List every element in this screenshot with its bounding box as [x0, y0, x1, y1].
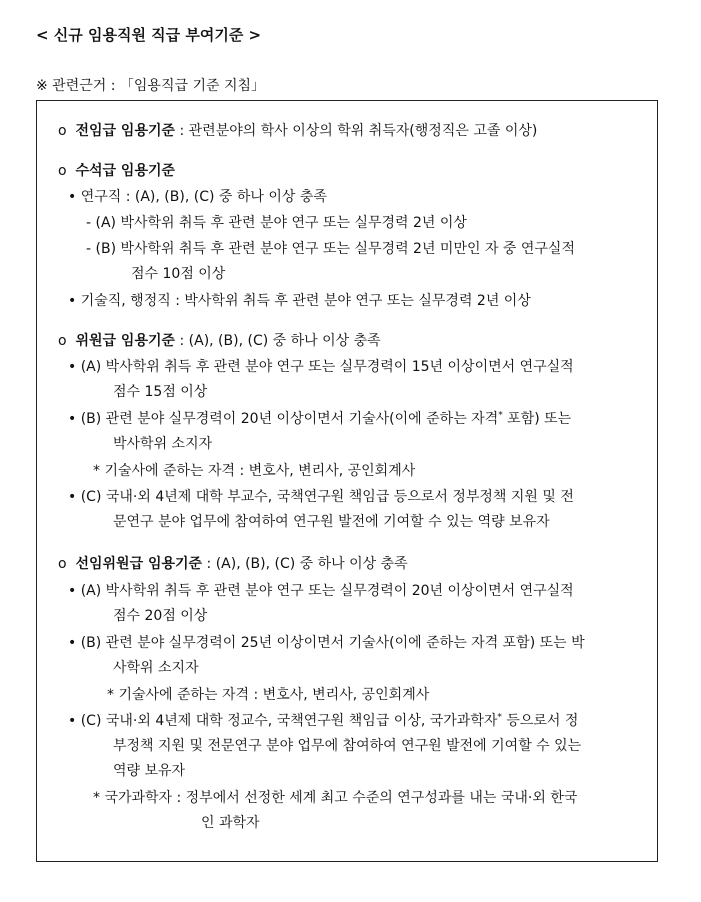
criteria-line: • (A) 박사학위 취득 후 관련 분야 연구 또는 실무경력이 20년 이상이면서 연구실적	[68, 583, 574, 599]
section-wiwon	[58, 331, 381, 351]
criteria-line: • (B) 관련 분야 실무경력이 25년 이상이면서 기술사(이에 준하는 자격 포함) 또는 박	[68, 635, 585, 651]
section-bullet: o	[58, 556, 67, 572]
criteria-text: 등으로서 정	[501, 713, 579, 729]
footnote: 인 과학자	[201, 815, 260, 831]
footnote: * 국가과학자 : 정부에서 선정한 세계 최고 수준의 연구성과를 내는 국내·외 한국	[93, 790, 578, 806]
section-suseok	[58, 161, 175, 181]
criteria-line: - (A) 박사학위 취득 후 관련 분야 연구 또는 실무경력 2년 이상	[86, 215, 467, 231]
footnote-mark: *	[498, 410, 503, 421]
section-text: : (A), (B), (C) 중 하나 이상 충족	[202, 556, 408, 572]
criteria-line: 사학위 소지자	[113, 660, 199, 676]
criteria-line: • 연구직 : (A), (B), (C) 중 하나 이상 충족	[68, 189, 327, 205]
footnote-mark: *	[497, 712, 502, 723]
section-bullet: o	[58, 163, 67, 179]
criteria-text: • (B) 관련 분야 실무경력이 20년 이상이면서 기술사(이에 준하는 자격	[68, 411, 499, 427]
section-heading: 선임위원급 임용기준	[75, 556, 203, 572]
section-seonim	[58, 554, 408, 574]
footnote: * 기술사에 준하는 자격 : 변호사, 변리사, 공인회계사	[93, 463, 416, 479]
criteria-line: 점수 20점 이상	[113, 608, 208, 624]
section-bullet: o	[58, 333, 67, 349]
criteria-line: 부정책 지원 및 전문연구 분야 업무에 참여하여 연구원 발전에 기여할 수 있는	[113, 738, 582, 754]
criteria-text: 포함) 또는	[502, 411, 572, 427]
criteria-line: • 기술직, 행정직 : 박사학위 취득 후 관련 분야 연구 또는 실무경력 2년 이상	[68, 293, 531, 309]
criteria-line: 점수 15점 이상	[113, 384, 208, 400]
criteria-line	[68, 409, 571, 429]
legal-basis-note: ※ 관련근거 : 「임용직급 기준 지침」	[36, 78, 265, 94]
section-heading: 위원급 임용기준	[75, 333, 176, 349]
criteria-line: • (C) 국내·외 4년제 대학 부교수, 국책연구원 책임급 등으로서 정부정책 지원 및 전	[68, 489, 574, 505]
footnote: * 기술사에 준하는 자격 : 변호사, 변리사, 공인회계사	[107, 687, 430, 703]
criteria-text: • (C) 국내·외 4년제 대학 정교수, 국책연구원 책임급 이상, 국가과학자	[68, 713, 498, 729]
section-heading: 전임급 임용기준	[75, 123, 176, 139]
criteria-line: - (B) 박사학위 취득 후 관련 분야 연구 또는 실무경력 2년 미만인 자 중 연구실적	[86, 241, 575, 257]
section-bullet: o	[58, 123, 67, 139]
section-junim	[58, 121, 537, 141]
section-text: : (A), (B), (C) 중 하나 이상 충족	[175, 333, 381, 349]
section-heading: 수석급 임용기준	[75, 163, 176, 179]
criteria-line: 박사학위 소지자	[113, 436, 213, 452]
criteria-line: 점수 10점 이상	[131, 266, 226, 282]
page-title: < 신규 임용직원 직급 부여기준 >	[36, 26, 262, 44]
section-text: : 관련분야의 학사 이상의 학위 취득자(행정직은 고졸 이상)	[175, 123, 538, 139]
criteria-line: 문연구 분야 업무에 참여하여 연구원 발전에 기여할 수 있는 역량 보유자	[113, 514, 550, 530]
criteria-line: • (A) 박사학위 취득 후 관련 분야 연구 또는 실무경력이 15년 이상이면서 연구실적	[68, 359, 574, 375]
criteria-line: 역량 보유자	[113, 763, 186, 779]
criteria-line	[68, 711, 578, 731]
